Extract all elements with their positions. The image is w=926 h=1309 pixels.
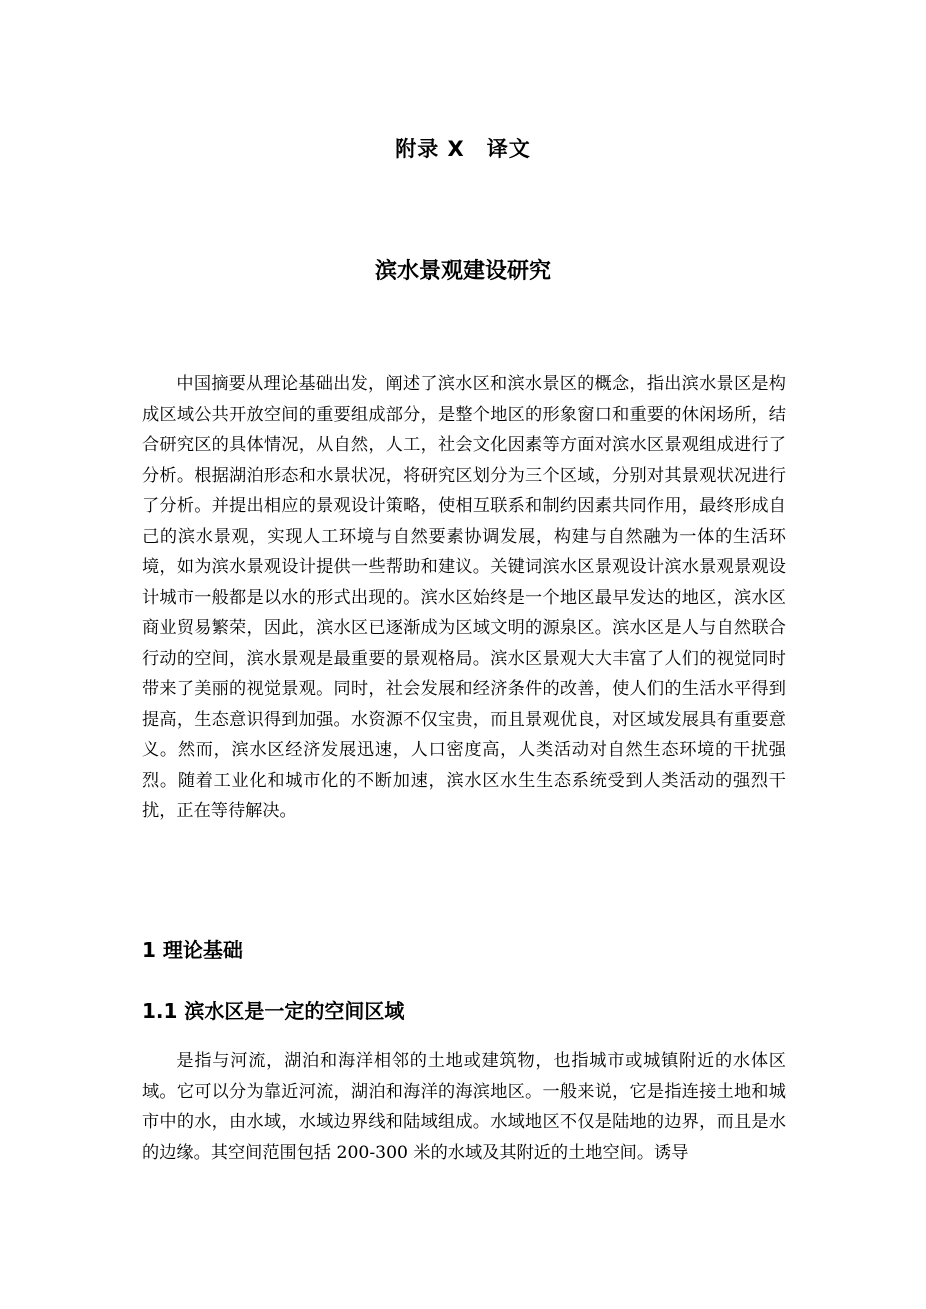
appendix-subtitle: 译文 — [486, 137, 531, 161]
appendix-title — [0, 132, 926, 166]
section-heading-1-1: 1.1 滨水区是一定的空间区域 — [142, 999, 405, 1023]
abstract-paragraph: 中国摘要从理论基础出发，阐述了滨水区和滨水景区的概念，指出滨水景区是构成区域公共开放空间的重要组成部分，是整个地区的形象窗口和重要的休闲场所，结合研究区的具体情况，从自然，人工，社会文化因素等方面对滨水区景观组成进行了分析。根据湖泊形态和水景状况，将研究区划分为三个区域，分别对其景观状况进行了分析。并提出相应的景观设计策略，使相互联系和制约因素共同作用，最终形成自己的滨水景观，实现人工环境与自然要素协调发展，构建与自然融为一体的生活环境，如为滨水景观设计提供一些帮助和建议。关键词滨水区景观设计滨水景观景观设计城市一般都是以水的形式出现的。滨水区始终是一个地区最早发达的地区，滨水区商业贸易繁荣，因此，滨水区已逐渐成为区域文明的源泉区。滨水区是人与自然联合行动的空间，滨水景观是最重要的景观格局。滨水区景观大大丰富了人们的视觉同时带来了美丽的视觉景观。同时，社会发展和经济条件的改善，使人们的生活水平得到提高，生态意识得到加强。水资源不仅宝贵，而且景观优良，对区域发展具有重要意义。然而，滨水区经济发展迅速，人口密度高，人类活动对自然生态环境的干扰强烈。随着工业化和城市化的不断加速，滨水区水生生态系统受到人类活动的强烈干扰，正在等待解决。 — [142, 374, 786, 821]
paper-title: 滨水景观建设研究 — [374, 259, 551, 284]
section-1-1-paragraph: 是指与河流，湖泊和海洋相邻的土地或建筑物，也指城市或城镇附近的水体区域。它可以分为靠近河流，湖泊和海洋的海滨地区。一般来说，它是指连接土地和城市中的水，由水域，水域边界线和陆域组成。水域地区不仅是陆地的边界，而且是水的边缘。其空间范围包括 200-300 米的水域及其附近的土地空间。诱导 — [142, 1051, 786, 1163]
appendix-label: 附录 X — [395, 137, 465, 161]
section-heading-1: 1 理论基础 — [142, 938, 243, 962]
